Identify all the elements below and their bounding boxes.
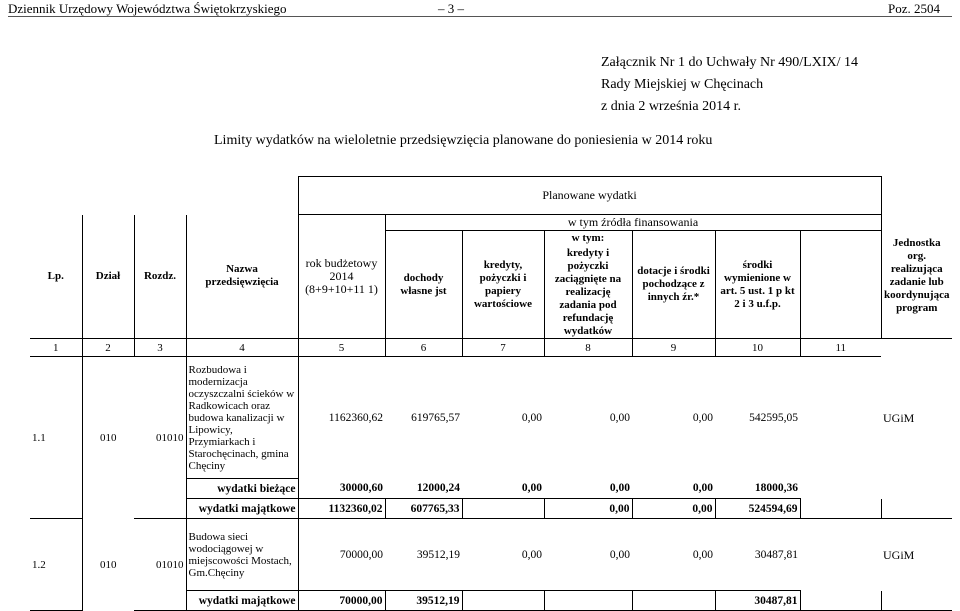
loans-cell (462, 591, 544, 611)
own-income-cell: 607765,33 (385, 499, 462, 519)
funds-cell: 542595,05 (749, 411, 798, 424)
lp-cell: 1.2 (30, 519, 82, 611)
budget-year-cell: 70000,00 (298, 591, 385, 611)
grants-cell: 0,00 (692, 548, 713, 561)
budget-year-cell: 70000,00 (339, 548, 383, 561)
funds-cell: 30487,81 (754, 548, 798, 561)
lp-cell: 1.1 (30, 357, 82, 519)
project-name-cell: Rozbudowa i modernizacja oczyszczalni ścieków w Radkowicach oraz budowa kanalizacji w Lipowicy, Przymiarkach i Starochęcinach, gmina Chęciny (186, 357, 298, 479)
col-number: 9 (632, 339, 715, 357)
col-number: 4 (186, 339, 298, 357)
expenditure-table (30, 176, 952, 611)
of-which-header: w tym: (544, 231, 632, 247)
own-income-cell: 619765,57 (411, 411, 460, 424)
col-number: 3 (134, 339, 186, 357)
annex-line-2: Rady Miejskiej w Chęcinach (601, 77, 764, 92)
grants-cell: 0,00 (692, 411, 713, 424)
loans-cell: 0,00 (521, 548, 542, 561)
dzial-cell: 010 (100, 558, 117, 571)
header-row-sources (30, 215, 952, 231)
unit-cell: UGiM (883, 410, 915, 425)
document-title: Limity wydatków na wieloletnie przedsięwzięcia planowane do poniesienia w 2014 roku (214, 133, 713, 148)
loans-cell: 0,00 (521, 482, 542, 495)
col-number: 6 (385, 339, 462, 357)
name-header: Nazwa przedsięwzięcia (186, 215, 298, 339)
funding-sources-header: w tym źródła finansowania (385, 215, 881, 231)
header-divider (8, 16, 952, 17)
journal-title: Dziennik Urzędowy Województwa Świętokrzyskiego (8, 1, 287, 16)
refund-loans-cell: 0,00 (544, 499, 632, 519)
rozdz-header: Rozdz. (134, 215, 186, 339)
loans-header: kredyty, pożyczki i papiery wartościowe (462, 231, 544, 339)
col-number: 5 (298, 339, 385, 357)
budget-year-cell: 30000,60 (339, 482, 383, 495)
page-number: – 3 – (438, 1, 464, 16)
loans-cell (462, 499, 544, 519)
lp-header: Lp. (30, 215, 82, 339)
budget-year-cell: 1162360,62 (328, 411, 383, 424)
col-number: 1 (30, 339, 82, 357)
budget-year-header: rok budżetowy 2014 (8+9+10+11 1) (298, 215, 385, 339)
refund-loans-cell (544, 591, 632, 611)
col-number: 8 (544, 339, 632, 357)
refund-loans-cell: 0,00 (609, 482, 630, 495)
col-number: 2 (82, 339, 134, 357)
dzial-cell: 010 (100, 431, 117, 444)
own-income-cell: 39512,19 (385, 591, 462, 611)
table-row (30, 519, 952, 591)
position-number: Poz. 2504 (888, 1, 940, 16)
col-number: 10 (715, 339, 800, 357)
budget-year-cell: 1132360,02 (298, 499, 385, 519)
funds-cell: 18000,36 (754, 482, 798, 495)
own-income-cell: 12000,24 (416, 482, 460, 495)
planned-expenses-header: Planowane wydatki (298, 177, 881, 215)
refund-loans-cell: 0,00 (609, 548, 630, 561)
own-income-cell: 39512,19 (416, 548, 460, 561)
unit-header: Jednostka org. realizująca zadanie lub koordynująca program (881, 215, 952, 339)
funds-header: środki wymienione w art. 5 ust. 1 p kt 2 i 3 u.f.p. (715, 231, 800, 339)
header-row-planned (30, 177, 952, 215)
subrow-label: wydatki bieżące (186, 479, 298, 499)
project-name-cell: Budowa sieci wodociągowej w miejscowości Mostach, Gm.Chęciny (186, 519, 298, 591)
funds-cell: 524594,69 (715, 499, 800, 519)
funds-cell: 30487,81 (715, 591, 800, 611)
rozdz-cell: 01010 (134, 357, 186, 519)
subrow-label: wydatki majątkowe (186, 591, 298, 611)
grants-cell (632, 591, 715, 611)
refund-loans-cell: 0,00 (609, 411, 630, 424)
grants-cell: 0,00 (692, 482, 713, 495)
annex-line-1: Załącznik Nr 1 do Uchwały Nr 490/LXIX/ 14 (601, 55, 858, 70)
rozdz-cell: 01010 (134, 519, 186, 611)
grants-cell: 0,00 (632, 499, 715, 519)
unit-cell: UGiM (883, 547, 915, 562)
subrow-label: wydatki majątkowe (186, 499, 298, 519)
dzial-header: Dział (82, 215, 134, 339)
annex-line-3: z dnia 2 września 2014 r. (601, 99, 741, 114)
own-income-header: dochody własne jst (385, 231, 462, 339)
refund-loans-header: kredyty i pożyczki zaciągnięte na realizację zadania pod refundację wydatków (544, 247, 632, 339)
loans-cell: 0,00 (521, 411, 542, 424)
column-numbers-row (30, 339, 952, 357)
table-row (30, 357, 952, 479)
col-number: 11 (800, 339, 881, 357)
col-number: 7 (462, 339, 544, 357)
grants-header: dotacje i środki pochodzące z innych źr.* (632, 231, 715, 339)
